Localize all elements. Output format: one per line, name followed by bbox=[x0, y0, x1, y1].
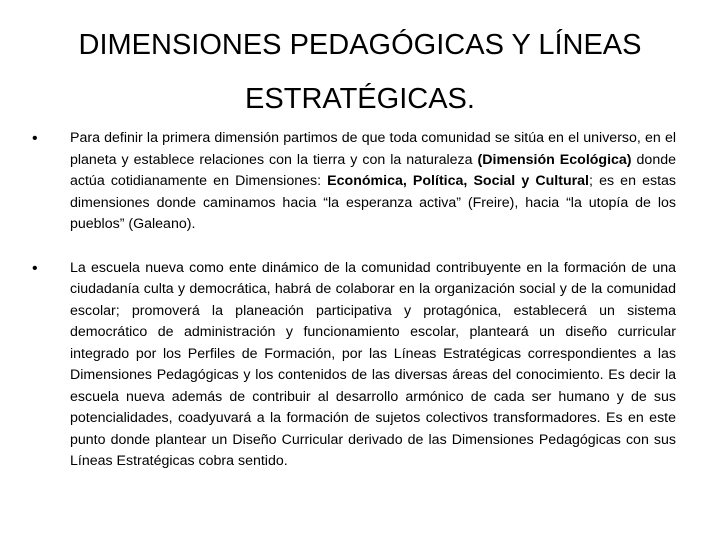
bullet-1-text-part-3: ; es en estas dimensiones donde caminamos hacia “la esperanza activa” (Freire), hacia “la utopía de los pueblos” (Galeano). bbox=[70, 173, 676, 232]
bullet-item-ecological-dimension bbox=[30, 128, 676, 236]
bullet-1-bold-dimensions: Económica, Política, Social y Cultural bbox=[327, 173, 589, 189]
title-line-2: ESTRATÉGICAS. bbox=[245, 83, 475, 115]
bullet-2-text: La escuela nueva como ente dinámico de la comunidad contribuyente en la formación de una ciudadanía culta y democrática, habrá de colaborar en la organización social y de la comunidad escolar; promoverá la planeación participativa y protagónica, establecerá un sistema democrático de administración y funcionamiento escolar, planteará un diseño curricular integrado por los Perfiles de Formación, por las Líneas Estratégicas correspondientes a las Dimensiones Pedagógicas y los contenidos de las diversas áreas del conocimiento. Es decir la escuela nueva además de contribuir al desarrollo armónico de cada ser humano y de sus potencialidades, coadyuvará a la formación de sujetos colectivos transformadores. Es en este punto donde plantear un Diseño Curricular derivado de las Dimensiones Pedagógicas con sus Líneas Estratégicas cobra sentido. bbox=[70, 259, 676, 469]
bullet-marker: • bbox=[32, 130, 38, 147]
bullet-1-text-part-1: Para definir la primera dimensión partimos de que toda comunidad se sitúa en el universo, en el planeta y establece relaciones con la tierra y con la naturaleza bbox=[70, 130, 676, 168]
slide-title bbox=[30, 18, 690, 126]
bullet-list bbox=[30, 128, 676, 495]
title-line-1: DIMENSIONES PEDAGÓGICAS Y LÍNEAS bbox=[78, 29, 642, 61]
bullet-item-new-school bbox=[30, 258, 676, 473]
bullet-marker: • bbox=[32, 259, 38, 277]
bullet-1-text-part-2: donde actúa cotidianamente en Dimensiones: bbox=[70, 151, 676, 189]
bullet-1-bold-ecological: (Dimensión Ecológica) bbox=[477, 151, 632, 168]
